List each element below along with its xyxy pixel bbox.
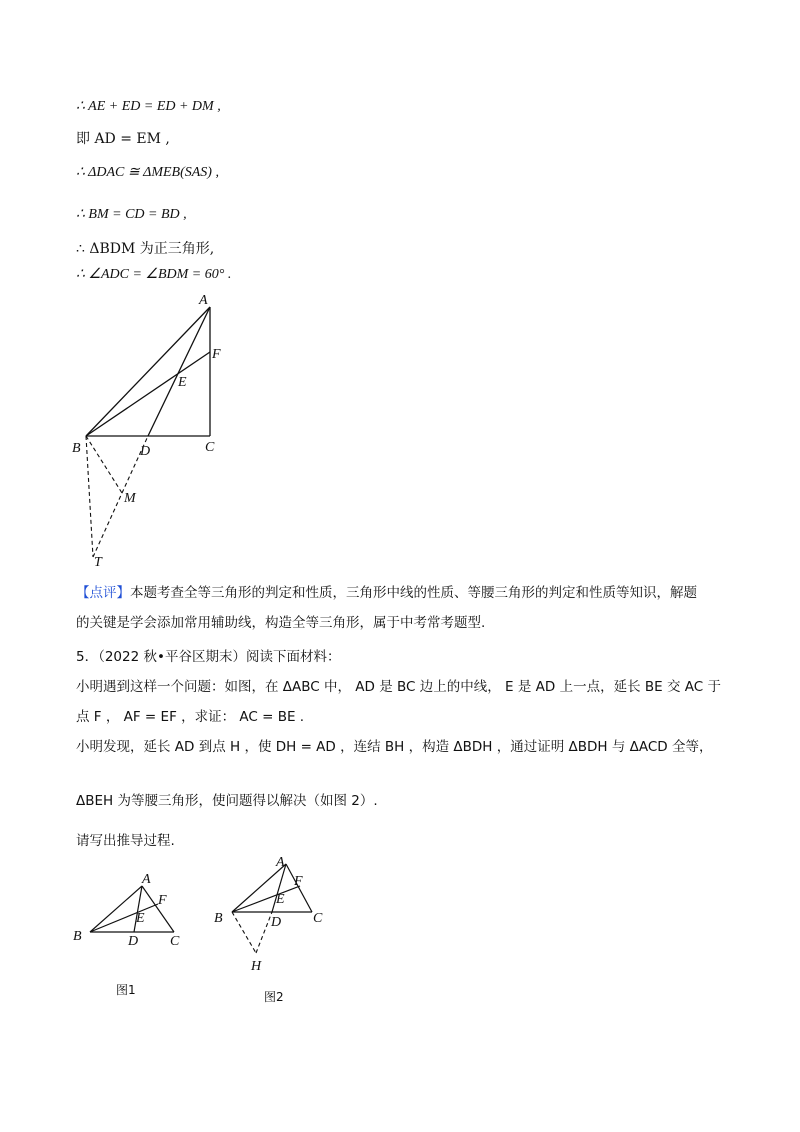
problem-line-2: 点 F ， AF = EF ，求证： AC = BE . bbox=[76, 709, 305, 725]
proof-line-4: ∴ BM = CD = BD , bbox=[76, 207, 187, 222]
fig2-label-d: D bbox=[271, 915, 282, 930]
proof-line-3: ∴ ΔDAC ≅ ΔMEB(SAS) , bbox=[76, 165, 219, 180]
comment-block bbox=[76, 578, 726, 638]
fig2-label-c: C bbox=[313, 911, 323, 926]
label-e: E bbox=[178, 375, 187, 390]
label-t: T bbox=[94, 555, 102, 570]
fig2-label-a: A bbox=[276, 855, 285, 870]
fig1-label-b: B bbox=[73, 929, 82, 944]
label-b: B bbox=[72, 441, 81, 456]
fig2-label-f: F bbox=[294, 874, 303, 889]
label-m: M bbox=[124, 491, 136, 506]
figure-1 bbox=[66, 864, 196, 954]
problem-line-3: 小明发现，延长 AD 到点 H ，使 DH = AD ，连结 BH ，构造 ΔBDH ，通过证明 ΔBDH 与 ΔACD 全等， bbox=[76, 739, 713, 755]
comment-line-2: 的关键是学会添加常用辅助线，构造全等三角形，属于中考常考题型. bbox=[76, 615, 486, 631]
comment-line-1: 本题考查全等三角形的判定和性质，三角形中线的性质、等腰三角形的判定和性质等知识，解题 bbox=[130, 585, 697, 601]
proof-line-6: ∴ ∠ADC = ∠BDM = 60° . bbox=[76, 267, 232, 282]
fig2-label-b: B bbox=[214, 911, 223, 926]
label-f: F bbox=[212, 347, 221, 362]
label-d: D bbox=[140, 444, 151, 459]
segment-bm bbox=[86, 436, 122, 493]
segment-bt bbox=[86, 436, 93, 557]
proof-line-2: 即 AD = EM , bbox=[76, 131, 170, 147]
proof-line-5: ∴ ΔBDM 为正三角形, bbox=[76, 241, 215, 257]
problem-line-4: ΔBEH 为等腰三角形，使问题得以解决（如图 2）. bbox=[76, 793, 378, 809]
fig1-label-e: E bbox=[136, 911, 145, 926]
fig2-label-h: H bbox=[251, 959, 262, 974]
segment-bf bbox=[86, 352, 210, 436]
proof-line-1: ∴ AE + ED = ED + DM , bbox=[76, 99, 221, 114]
problem-header: 5．（2022 秋•平谷区期末）阅读下面材料： bbox=[76, 649, 341, 665]
figure-2-caption: 图2 bbox=[264, 990, 284, 1004]
main-geometry-figure bbox=[60, 285, 250, 575]
problem-line-1: 小明遇到这样一个问题：如图，在 ΔABC 中， AD 是 BC 边上的中线， E 是 AD 上一点，延长 BE 交 AC 于 bbox=[76, 679, 721, 695]
fig1-label-f: F bbox=[158, 893, 167, 908]
fig2-label-e: E bbox=[276, 892, 285, 907]
comment-tag: 【点评】 bbox=[76, 585, 130, 601]
fig1-label-d: D bbox=[128, 934, 139, 949]
figure-2 bbox=[206, 850, 336, 975]
fig1-label-c: C bbox=[170, 934, 180, 949]
figure-1-caption: 图1 bbox=[116, 983, 136, 997]
label-c: C bbox=[205, 440, 215, 455]
segment-ad bbox=[148, 307, 210, 436]
segment-tm bbox=[93, 493, 122, 557]
problem-line-5: 请写出推导过程. bbox=[76, 833, 175, 849]
segment-ba bbox=[86, 307, 210, 436]
fig1-label-a: A bbox=[142, 872, 151, 887]
label-a: A bbox=[199, 293, 208, 308]
